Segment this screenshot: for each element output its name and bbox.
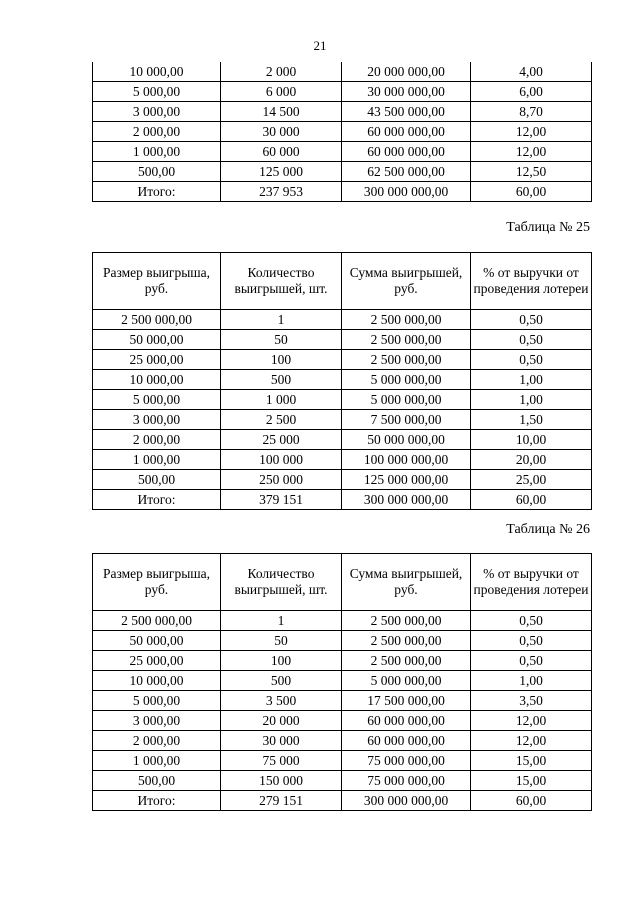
table-cell: 12,50 xyxy=(471,162,592,182)
table-cell: 5 000 000,00 xyxy=(342,390,471,410)
table-cell: 125 000 000,00 xyxy=(342,470,471,490)
table-cell: 12,00 xyxy=(471,711,592,731)
table-row xyxy=(93,122,592,142)
table-cell: 6,00 xyxy=(471,82,592,102)
table-cell: 0,50 xyxy=(471,330,592,350)
table-cell: 12,00 xyxy=(471,142,592,162)
table-cell: 500,00 xyxy=(93,470,221,490)
table-cell: 5 000,00 xyxy=(93,82,221,102)
table-cell: 12,00 xyxy=(471,122,592,142)
table-total-row xyxy=(93,182,592,202)
table-row xyxy=(93,731,592,751)
table-cell: 15,00 xyxy=(471,751,592,771)
table-cell: 3 000,00 xyxy=(93,102,221,122)
table-row xyxy=(93,82,592,102)
table-cell: 60,00 xyxy=(471,182,592,202)
table-cell: 17 500 000,00 xyxy=(342,691,471,711)
table-cell: 43 500 000,00 xyxy=(342,102,471,122)
table-row xyxy=(93,370,592,390)
table-cell: 30 000 000,00 xyxy=(342,82,471,102)
table-cell: 2 500 000,00 xyxy=(342,310,471,330)
table-25 xyxy=(92,252,592,510)
table-row xyxy=(93,142,592,162)
table-cell: 50 xyxy=(221,330,342,350)
table-cell: 75 000 xyxy=(221,751,342,771)
table-cell: 1 000 xyxy=(221,390,342,410)
table-row xyxy=(93,410,592,430)
table-cell: 7 500 000,00 xyxy=(342,410,471,430)
table-cell: 60 000 000,00 xyxy=(342,142,471,162)
table-cell: 2 000,00 xyxy=(93,430,221,450)
table-cell: 10 000,00 xyxy=(93,62,221,82)
table-cell: 300 000 000,00 xyxy=(342,490,471,510)
table-cell: 500,00 xyxy=(93,771,221,791)
table-header-row xyxy=(93,253,592,310)
table-cell: 2 500 000,00 xyxy=(93,611,221,631)
table-row xyxy=(93,671,592,691)
table-cell: 2 500 000,00 xyxy=(342,651,471,671)
table-cell: 20 000 000,00 xyxy=(342,62,471,82)
table-cell: 50 000,00 xyxy=(93,631,221,651)
table-cell: 10 000,00 xyxy=(93,671,221,691)
table-row xyxy=(93,102,592,122)
table-row xyxy=(93,771,592,791)
table-cell: 0,50 xyxy=(471,651,592,671)
table-cell: Итого: xyxy=(93,490,221,510)
table-cell: 379 151 xyxy=(221,490,342,510)
table-body xyxy=(93,310,592,510)
table-cell: 100 xyxy=(221,651,342,671)
table-cell: 2 000,00 xyxy=(93,122,221,142)
table-cell: 300 000 000,00 xyxy=(342,791,471,811)
table-cell: 1,50 xyxy=(471,410,592,430)
table-cell: 60 000 000,00 xyxy=(342,122,471,142)
table-row xyxy=(93,450,592,470)
table-cell: 0,50 xyxy=(471,310,592,330)
table-cell: 2 000,00 xyxy=(93,731,221,751)
table-row xyxy=(93,711,592,731)
table-row xyxy=(93,350,592,370)
table-cell: 25 000,00 xyxy=(93,651,221,671)
table-cell: 20,00 xyxy=(471,450,592,470)
page-number: 21 xyxy=(313,38,327,53)
table-body xyxy=(93,62,592,202)
table-cell: 25 000 xyxy=(221,430,342,450)
table-row xyxy=(93,611,592,631)
column-header: Количество выигрышей, шт. xyxy=(221,253,342,310)
table-cell: 100 000 000,00 xyxy=(342,450,471,470)
table-cell: 50 000 000,00 xyxy=(342,430,471,450)
table-cell: 50 000,00 xyxy=(93,330,221,350)
table-cell: 20 000 xyxy=(221,711,342,731)
table-cell: 1 000,00 xyxy=(93,450,221,470)
table-continued xyxy=(92,62,592,202)
table-cell: 60 000 xyxy=(221,142,342,162)
table-cell: 1 xyxy=(221,310,342,330)
table-row xyxy=(93,430,592,450)
table-cell: 0,50 xyxy=(471,611,592,631)
table-cell: 2 500 000,00 xyxy=(342,611,471,631)
table-cell: 60,00 xyxy=(471,490,592,510)
table-row xyxy=(93,162,592,182)
table-cell: 500 xyxy=(221,370,342,390)
column-header: Размер выигрыша, руб. xyxy=(93,253,221,310)
column-header: Количество выигрышей, шт. xyxy=(221,554,342,611)
table-cell: 5 000 000,00 xyxy=(342,370,471,390)
table-cell: 237 953 xyxy=(221,182,342,202)
table-cell: 10,00 xyxy=(471,430,592,450)
table-cell: Итого: xyxy=(93,182,221,202)
table-row xyxy=(93,470,592,490)
table-cell: 125 000 xyxy=(221,162,342,182)
table-cell: 30 000 xyxy=(221,122,342,142)
table-row xyxy=(93,651,592,671)
table-cell: 8,70 xyxy=(471,102,592,122)
table-cell: 0,50 xyxy=(471,350,592,370)
table-cell: 1,00 xyxy=(471,390,592,410)
table-cell: 1,00 xyxy=(471,370,592,390)
table-cell: 2 500 xyxy=(221,410,342,430)
table-cell: 30 000 xyxy=(221,731,342,751)
table-cell: 10 000,00 xyxy=(93,370,221,390)
table-cell: 14 500 xyxy=(221,102,342,122)
table-cell: 5 000,00 xyxy=(93,390,221,410)
table-cell: 2 500 000,00 xyxy=(93,310,221,330)
table-cell: 100 000 xyxy=(221,450,342,470)
table-row xyxy=(93,390,592,410)
column-header: % от выручки от проведения лотереи xyxy=(471,554,592,611)
table-cell: 2 500 000,00 xyxy=(342,631,471,651)
column-header: Сумма выигрышей, руб. xyxy=(342,554,471,611)
table-cell: 6 000 xyxy=(221,82,342,102)
table-cell: 60 000 000,00 xyxy=(342,711,471,731)
table-cell: 500,00 xyxy=(93,162,221,182)
table-total-row xyxy=(93,791,592,811)
table-cell: 25,00 xyxy=(471,470,592,490)
table-cell: 62 500 000,00 xyxy=(342,162,471,182)
table-cell: 300 000 000,00 xyxy=(342,182,471,202)
column-header: Размер выигрыша, руб. xyxy=(93,554,221,611)
table-cell: 5 000 000,00 xyxy=(342,671,471,691)
table-row xyxy=(93,751,592,771)
table-cell: 25 000,00 xyxy=(93,350,221,370)
table-cell: 100 xyxy=(221,350,342,370)
table-cell: 75 000 000,00 xyxy=(342,751,471,771)
column-header: Сумма выигрышей, руб. xyxy=(342,253,471,310)
table-26 xyxy=(92,553,592,811)
table-26-title: Таблица № 26 xyxy=(506,522,590,537)
table-cell: 2 000 xyxy=(221,62,342,82)
table-cell: 4,00 xyxy=(471,62,592,82)
table-cell: 3 000,00 xyxy=(93,410,221,430)
table-header-row xyxy=(93,554,592,611)
table-cell: 1 xyxy=(221,611,342,631)
table-cell: 279 151 xyxy=(221,791,342,811)
table-cell: 500 xyxy=(221,671,342,691)
table-cell: 15,00 xyxy=(471,771,592,791)
table-cell: 75 000 000,00 xyxy=(342,771,471,791)
table-cell: 0,50 xyxy=(471,631,592,651)
table-body xyxy=(93,611,592,811)
table-cell: 250 000 xyxy=(221,470,342,490)
table-cell: 50 xyxy=(221,631,342,651)
table-row xyxy=(93,62,592,82)
table-cell: 1 000,00 xyxy=(93,751,221,771)
table-cell: 60 000 000,00 xyxy=(342,731,471,751)
table-cell: 2 500 000,00 xyxy=(342,330,471,350)
table-25-title: Таблица № 25 xyxy=(506,220,590,235)
table-cell: Итого: xyxy=(93,791,221,811)
table-cell: 1,00 xyxy=(471,671,592,691)
table-cell: 3 500 xyxy=(221,691,342,711)
table-cell: 2 500 000,00 xyxy=(342,350,471,370)
table-cell: 12,00 xyxy=(471,731,592,751)
table-row xyxy=(93,631,592,651)
table-cell: 5 000,00 xyxy=(93,691,221,711)
table-row xyxy=(93,330,592,350)
table-cell: 150 000 xyxy=(221,771,342,791)
table-row xyxy=(93,691,592,711)
table-cell: 3 000,00 xyxy=(93,711,221,731)
table-row xyxy=(93,310,592,330)
table-total-row xyxy=(93,490,592,510)
column-header: % от выручки от проведения лотереи xyxy=(471,253,592,310)
table-cell: 60,00 xyxy=(471,791,592,811)
table-cell: 3,50 xyxy=(471,691,592,711)
table-cell: 1 000,00 xyxy=(93,142,221,162)
